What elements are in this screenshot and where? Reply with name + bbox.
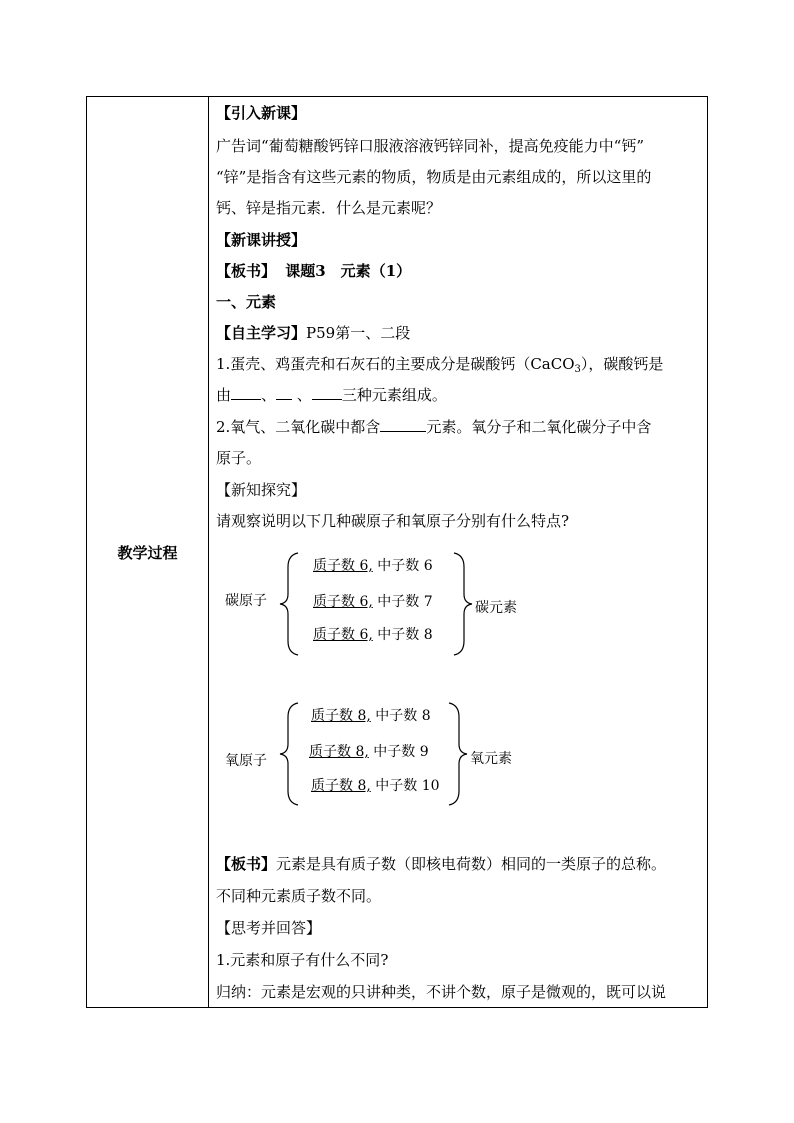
- proton-count: 质子数 8,: [309, 744, 369, 760]
- self-study-line: [216, 323, 410, 343]
- question-1-text-end: ），碳酸钙是: [580, 355, 664, 373]
- subscript: 3: [574, 364, 581, 375]
- oxygen-row-2: [309, 742, 429, 762]
- element-definition: 元素是具有质子数（即核电荷数）相同的一类原子的总称。: [276, 855, 667, 873]
- neutron-count: 中子数 9: [368, 744, 429, 760]
- question-1-line-1: [216, 354, 663, 380]
- board-definition-line: [216, 854, 666, 874]
- neutron-count: 中子数 6: [372, 558, 433, 574]
- answer-blank-3[interactable]: [312, 385, 342, 400]
- left-brace: [278, 701, 302, 807]
- intro-paragraph-line-3: 钙、锌是指元素．什么是元素呢？: [216, 199, 442, 217]
- proton-count: 质子数 6,: [313, 558, 373, 574]
- think-heading: 【思考并回答】: [216, 919, 322, 937]
- answer-blank-2[interactable]: [276, 385, 292, 400]
- self-study-ref: P59第一、二段: [306, 324, 411, 342]
- answer-blank-4[interactable]: [380, 417, 426, 432]
- question-1-prefix: 由: [216, 386, 232, 404]
- intro-heading: 【引入新课】: [216, 104, 307, 122]
- neutron-count: 中子数 7: [372, 594, 433, 610]
- proton-count: 质子数 6,: [313, 594, 373, 610]
- oxygen-row-3: [311, 776, 440, 796]
- separator: 、: [261, 386, 277, 404]
- section-title: 一、元素: [216, 293, 277, 311]
- question-1-suffix: 三种元素组成。: [341, 386, 447, 404]
- separator: 、: [292, 386, 312, 404]
- row-label-cell: [87, 97, 208, 1007]
- board-definition-line-2: 不同种元素质子数不同。: [216, 887, 382, 905]
- new-lesson-heading: 【新课讲授】: [216, 231, 307, 249]
- neutron-count: 中子数 10: [370, 778, 440, 794]
- think-question: 1.元素和原子有什么不同?: [216, 951, 389, 969]
- board-title-line: [216, 261, 411, 281]
- neutron-count: 中子数 8: [372, 627, 433, 643]
- intro-paragraph-line-1: 广告词“葡萄糖酸钙锌口服液溶液钙锌同补，提高免疫能力中“钙”: [216, 137, 645, 155]
- oxygen-element-label: 氧元素: [470, 751, 512, 767]
- right-brace: [445, 701, 469, 807]
- content-cell: [216, 97, 702, 1007]
- row-label: 教学过程: [117, 544, 178, 562]
- neutron-count: 中子数 8: [370, 708, 431, 724]
- summary-line: 归纳：元素是宏观的只讲种类，不讲个数，原子是微观的，既可以说: [216, 983, 667, 1001]
- intro-paragraph-line-2: “锌”是指含有这些元素的物质，物质是由元素组成的，所以这里的: [216, 168, 652, 186]
- question-2-text-end: 元素。氧分子和二氧化碳分子中含: [426, 418, 652, 436]
- column-divider: [208, 97, 209, 1007]
- board-title: 课题3 元素（1）: [285, 262, 412, 280]
- left-brace: [278, 551, 302, 657]
- oxygen-row-1: [311, 706, 431, 726]
- proton-count: 质子数 8,: [311, 778, 371, 794]
- explore-heading: 【新知探究】: [216, 481, 307, 499]
- proton-count: 质子数 6,: [313, 627, 373, 643]
- question-1-text: 1.蛋壳、鸡蛋壳和石灰石的主要成分是碳酸钙（CaCO: [216, 355, 575, 373]
- right-brace: [450, 551, 474, 657]
- question-2-line-1: [216, 417, 651, 437]
- board-tag: 【板书】: [216, 855, 277, 873]
- board-tag: 【板书】: [216, 262, 277, 280]
- lesson-table: [86, 96, 708, 1008]
- proton-count: 质子数 8,: [311, 708, 371, 724]
- question-1-line-2: [216, 385, 447, 405]
- carbon-atom-label: 碳原子: [225, 593, 267, 609]
- question-2-text: 2.氧气、二氧化碳中都含: [216, 418, 381, 436]
- explore-question: 请观察说明以下几种碳原子和氧原子分别有什么特点?: [216, 512, 570, 530]
- carbon-row-3: [313, 625, 433, 645]
- answer-blank-1[interactable]: [231, 385, 261, 400]
- self-study-tag: 【自主学习】: [216, 324, 307, 342]
- carbon-row-2: [313, 592, 433, 612]
- question-2-line-2: 原子。: [216, 449, 262, 467]
- carbon-element-label: 碳元素: [475, 600, 517, 616]
- carbon-row-1: [313, 556, 433, 576]
- oxygen-atom-label: 氧原子: [225, 753, 267, 769]
